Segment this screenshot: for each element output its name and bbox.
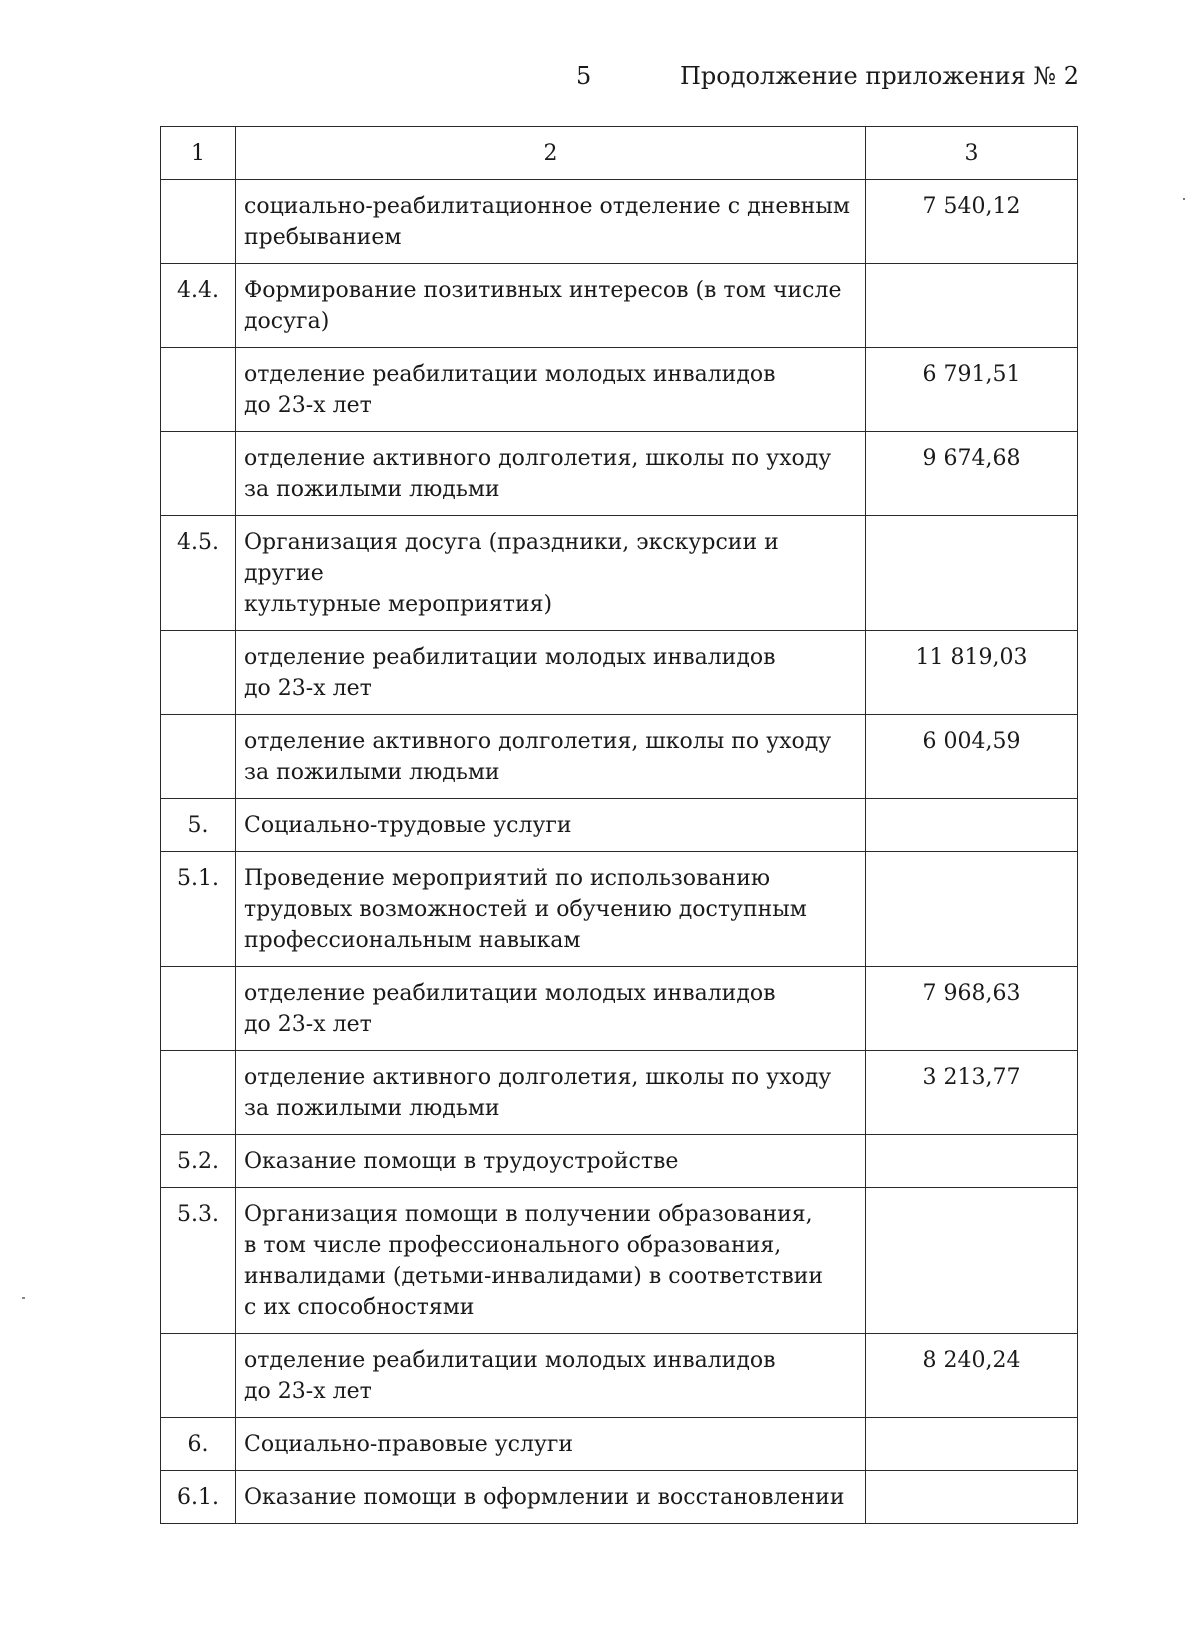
service-name-cell: Оказание помощи в трудоустройстве (236, 1135, 866, 1188)
tariff-value-cell: 6 004,59 (866, 715, 1078, 799)
row-number-cell (161, 1334, 236, 1418)
tariff-value-cell: 11 819,03 (866, 631, 1078, 715)
tariff-value-cell: 7 968,63 (866, 967, 1078, 1051)
table-row (161, 1188, 1078, 1334)
service-name-cell: отделение реабилитации молодых инвалидов до 23-х лет (236, 967, 866, 1051)
table-row (161, 715, 1078, 799)
column-header-number: 1 (161, 127, 236, 180)
row-number-cell (161, 1051, 236, 1135)
table-row (161, 1051, 1078, 1135)
row-number-cell (161, 432, 236, 516)
tariff-value-cell (866, 1418, 1078, 1471)
row-number-cell: 5. (161, 799, 236, 852)
row-number-cell: 5.2. (161, 1135, 236, 1188)
service-name-cell: отделение активного долголетия, школы по уходу за пожилыми людьми (236, 715, 866, 799)
row-number-cell (161, 180, 236, 264)
row-number-cell (161, 631, 236, 715)
table-row (161, 516, 1078, 631)
column-header-row (161, 127, 1078, 180)
tariff-value-cell: 3 213,77 (866, 1051, 1078, 1135)
table-row (161, 432, 1078, 516)
row-number-cell: 4.4. (161, 264, 236, 348)
service-name-cell: Организация досуга (праздники, экскурсии и другие культурные мероприятия) (236, 516, 866, 631)
table-row (161, 631, 1078, 715)
table-row (161, 967, 1078, 1051)
table-row (161, 264, 1078, 348)
service-name-cell: Организация помощи в получении образования, в том числе профессионального образования, инвалидами (детьми-инвалидами) в соответствии с их способностями (236, 1188, 866, 1334)
service-name-cell: Оказание помощи в оформлении и восстановлении (236, 1471, 866, 1524)
tariff-value-cell (866, 799, 1078, 852)
service-name-cell: Проведение мероприятий по использованию трудовых возможностей и обучению доступным профессиональным навыкам (236, 852, 866, 967)
row-number-cell (161, 715, 236, 799)
column-header-value: 3 (866, 127, 1078, 180)
scan-speck (1183, 198, 1185, 200)
tariff-value-cell: 9 674,68 (866, 432, 1078, 516)
tariff-value-cell: 6 791,51 (866, 348, 1078, 432)
service-name-cell: Социально-трудовые услуги (236, 799, 866, 852)
scan-speck (22, 1297, 25, 1299)
table-row (161, 1418, 1078, 1471)
tariff-value-cell (866, 1188, 1078, 1334)
row-number-cell (161, 967, 236, 1051)
row-number-cell: 5.3. (161, 1188, 236, 1334)
tariff-value-cell: 7 540,12 (866, 180, 1078, 264)
row-number-cell (161, 348, 236, 432)
service-name-cell: отделение реабилитации молодых инвалидов до 23-х лет (236, 631, 866, 715)
table-row (161, 852, 1078, 967)
table-row (161, 1471, 1078, 1524)
services-table (160, 126, 1078, 1524)
service-name-cell: отделение активного долголетия, школы по уходу за пожилыми людьми (236, 432, 866, 516)
column-header-name: 2 (236, 127, 866, 180)
table-row (161, 799, 1078, 852)
service-name-cell: отделение реабилитации молодых инвалидов до 23-х лет (236, 1334, 866, 1418)
tariff-value-cell (866, 1471, 1078, 1524)
service-name-cell: Социально-правовые услуги (236, 1418, 866, 1471)
row-number-cell: 6. (161, 1418, 236, 1471)
appendix-continuation-title: Продолжение приложения № 2 (680, 62, 1080, 90)
tariff-value-cell: 8 240,24 (866, 1334, 1078, 1418)
table-row (161, 1334, 1078, 1418)
table-row (161, 348, 1078, 432)
table-row (161, 1135, 1078, 1188)
table-row (161, 180, 1078, 264)
service-name-cell: отделение активного долголетия, школы по уходу за пожилыми людьми (236, 1051, 866, 1135)
tariff-value-cell (866, 1135, 1078, 1188)
row-number-cell: 5.1. (161, 852, 236, 967)
tariff-value-cell (866, 516, 1078, 631)
tariff-value-cell (866, 852, 1078, 967)
tariff-value-cell (866, 264, 1078, 348)
row-number-cell: 4.5. (161, 516, 236, 631)
row-number-cell: 6.1. (161, 1471, 236, 1524)
service-name-cell: социально-реабилитационное отделение с дневным пребыванием (236, 180, 866, 264)
service-name-cell: отделение реабилитации молодых инвалидов до 23-х лет (236, 348, 866, 432)
service-name-cell: Формирование позитивных интересов (в том числе досуга) (236, 264, 866, 348)
page-number: 5 (576, 62, 592, 90)
